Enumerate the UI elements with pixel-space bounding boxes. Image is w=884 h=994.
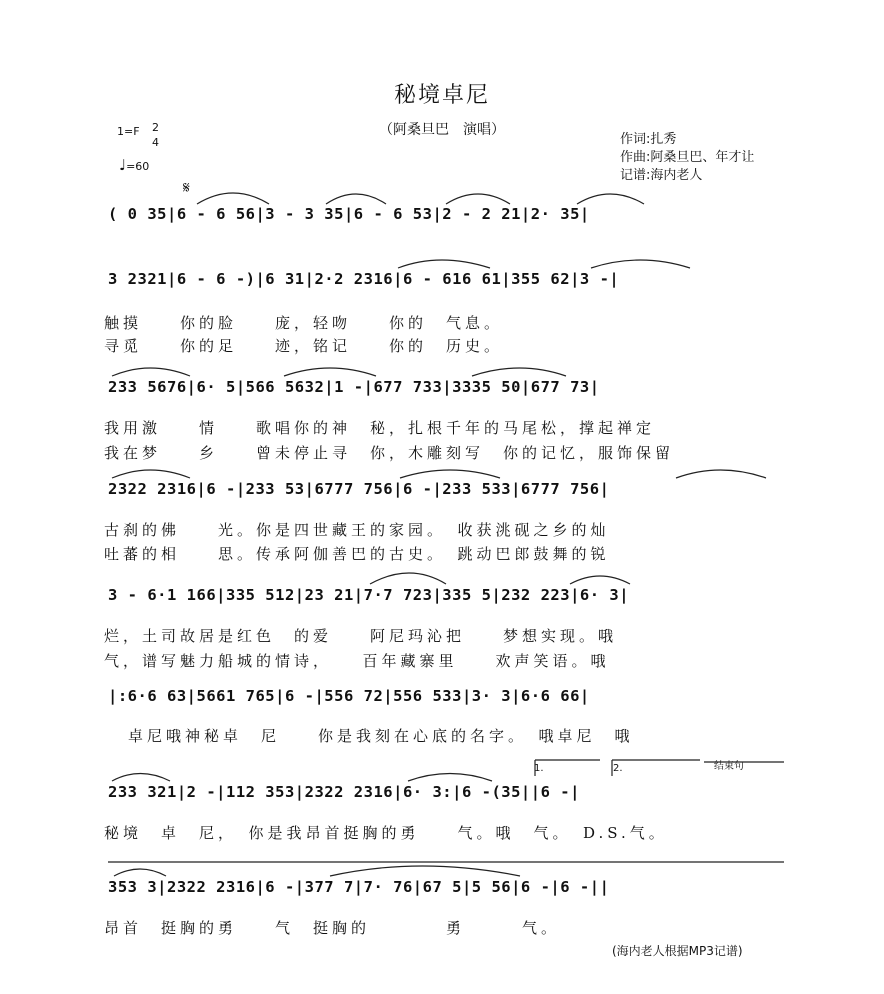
composer-credit: 作曲:阿桑旦巴、年才让 — [620, 150, 755, 165]
lyric-row: 昂首 挺胸的勇 气 挺胸的 勇 气。 — [104, 919, 561, 937]
slur — [330, 866, 520, 876]
first-ending-label: 1. — [534, 763, 544, 774]
lyric-row: 吐蕃的相 思。传承阿伽善巴的古史。 跳动巴郎鼓舞的锐 — [104, 545, 610, 563]
lyricist-credit: 作词:扎秀 — [620, 132, 677, 147]
notation-row: 3 2321|6 - 6 -)|6 31|2·2 2316|6 - 616 61|355 62|3 -| — [108, 270, 620, 288]
transcriber-credit: 记谱:海内老人 — [620, 168, 703, 183]
lyric-row: 我用激 情 歌唱你的神 秘，扎根千年的马尾松，撑起禅定 — [104, 419, 656, 437]
time-signature-bottom: 4 — [152, 136, 159, 149]
slur — [197, 193, 269, 204]
slur — [326, 194, 386, 204]
notation-row: 353 3|2322 2316|6 -|377 7|7· 76|67 5|5 56|6 -|6 -|| — [108, 878, 610, 896]
lyric-row: 秘境 卓 尼， 你是我昂首挺胸的勇 气。哦 气。 D.S.气。 — [104, 824, 668, 842]
second-ending-bracket — [612, 760, 700, 776]
quarter-note-icon: ♩ — [119, 156, 127, 174]
slur — [112, 368, 190, 376]
transcription-note: (海内老人根据MP3记谱) — [612, 944, 743, 958]
slur — [577, 194, 644, 204]
notation-row: 233 321|2 -|112 353|2322 2316|6· 3:|6 -(35||6 -| — [108, 783, 580, 801]
coda-label: 结束句 — [714, 761, 744, 772]
lyric-row: 寻觅 你的足 迹，铭记 你的 历史。 — [104, 337, 504, 355]
tempo-value: =60 — [126, 160, 150, 173]
performer-subtitle: （阿桑旦巴 演唱） — [379, 122, 505, 138]
slur — [570, 576, 630, 584]
notation-row: ( 0 35|6 - 6 56|3 - 3 35|6 - 6 53|2 - 2 21|2· 35| — [108, 205, 590, 223]
lyric-row: 烂，土司故居是红色 的爱 阿尼玛沁把 梦想实现。哦 — [104, 627, 618, 645]
slur — [370, 573, 446, 584]
notation-row: 233 5676|6· 5|566 5632|1 -|677 733|3335 50|677 73| — [108, 378, 600, 396]
slur — [284, 368, 376, 376]
time-signature-top: 2 — [152, 121, 159, 134]
slur — [676, 470, 766, 478]
slur — [112, 470, 190, 478]
slur — [114, 869, 166, 876]
second-ending-label: 2. — [613, 763, 623, 774]
page-title: 秘境卓尼 — [393, 83, 490, 108]
slur — [591, 260, 690, 268]
notation-row: |:6·6 63|5661 765|6 -|556 72|556 533|3· 3|6·6 66| — [108, 687, 590, 705]
slur — [400, 470, 500, 478]
lyric-row: 卓尼哦神秘卓 尼 你是我刻在心底的名字。 哦卓尼 哦 — [128, 727, 634, 745]
slur — [408, 774, 492, 782]
first-ending-bracket — [535, 760, 600, 776]
lyric-row: 触摸 你的脸 庞，轻吻 你的 气息。 — [104, 314, 504, 332]
slur — [112, 774, 170, 782]
lyric-row: 我在梦 乡 曾未停止寻 你，木雕刻写 你的记忆，服饰保留 — [104, 444, 675, 462]
lyric-row: 气，谱写魅力船城的情诗， 百年藏寨里 欢声笑语。哦 — [104, 652, 610, 670]
notation-row: 3 - 6·1 166|335 512|23 21|7·7 723|335 5|232 223|6· 3| — [108, 586, 630, 604]
slur — [472, 368, 566, 376]
segno-icon: 𝄋 — [183, 178, 190, 197]
slur — [398, 260, 490, 268]
notation-row: 2322 2316|6 -|233 53|6777 756|6 -|233 533|6777 756| — [108, 480, 610, 498]
key-signature: 1=F — [117, 125, 140, 138]
lyric-row: 古刹的佛 光。你是四世藏王的家园。 收获洮砚之乡的灿 — [104, 521, 610, 539]
slur — [446, 194, 510, 204]
